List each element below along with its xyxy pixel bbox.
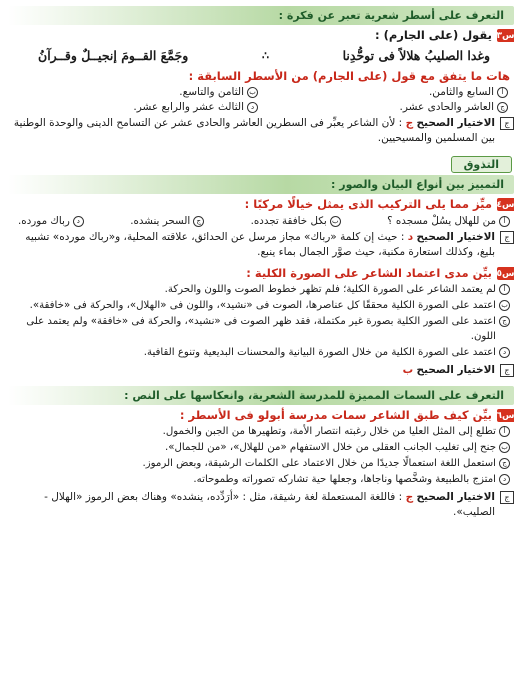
verse-separator: ∴ [261,49,269,62]
answer-block [8,363,514,378]
option-c[interactable] [8,314,510,344]
option-text: السحر ينشده. [130,215,191,227]
option-a[interactable] [258,86,508,98]
answer-label: الاختيار الصحيح [416,231,495,243]
answer-mark: د [407,231,414,243]
question-header [8,197,514,211]
option-text: اعتمد على الصورة الكلية من خلال الصورة البيانية والمحسنات البديعية وتنوع القافية. [143,347,496,358]
section-title-bar [8,386,514,405]
answer-icon: ج [500,491,514,504]
option-text: تطلع إلى المثل العليا من خلال رغبته انتصار الأمة، وتطهيرها من الجبن والخمول. [162,426,496,437]
verse-second-half: وجَمَّعَ القــومَ إنجيــلٌ وقــرآنُ [38,48,189,63]
section-title-bar [8,6,514,25]
answer-mark: ب [402,364,414,376]
answer-block [8,230,514,260]
option-marker: أ [499,216,510,227]
answer-block [8,116,514,146]
question-number-badge: س٦ [496,410,515,421]
answer-icon: ج [500,117,514,130]
option-marker: د [499,474,510,485]
option-marker: أ [499,426,510,437]
question-text: بيِّن مدى اعتماد الشاعر على الصورة الكلية : [246,266,492,280]
option-marker: ب [499,300,510,311]
category-chip-row [8,153,512,173]
question-header [8,408,514,422]
answer-label: الاختيار الصحيح [416,491,495,503]
answer-text: : حيث إن كلمة «رباك» مجاز مرسل عن الحدائق، علاقته المحلية، و«رباك مورده» تشبيه بليغ، وكذلك استعارة مكنية، حيث صوَّر الجمال بماء ينبع. [25,231,495,258]
verse-first-half: وغدا الصليبُ هلالاً فى توحُّدِنا [342,48,490,63]
answer-icon: ج [500,364,514,377]
option-text: بكل خافقة تجدده. [250,215,327,227]
option-a[interactable] [8,282,510,297]
option-c[interactable] [130,215,204,227]
option-text: استعمل اللغة استعمالًا جديدًا من خلال الاعتماد على الكلمات الرشيقة، وبعض الرموز. [142,458,496,469]
option-text: الثالث عشر والرابع عشر. [133,101,244,113]
section-title: التمييز بين أنواع البيان والصور : [331,178,504,191]
option-text: لم يعتمد الشاعر على الصورة الكلية؛ فلم تظهر خطوط الصوت واللون والحركة. [164,284,496,295]
option-marker: أ [499,284,510,295]
answer-block [8,490,514,520]
option-marker: ج [499,458,510,469]
question-header [8,28,514,42]
answer-content [8,230,495,260]
question-prompt: هات ما يتفق مع قول (على الجارم) من الأسطر السابقة : [188,69,510,83]
option-text: العاشر والحادى عشر. [399,101,494,113]
option-text: اعتمد على الصورة الكلية محققًا كل عناصرها، الصوت فى «نشيد»، واللون فى «الهلال»، والحركة فى «خافقة». [29,300,496,311]
option-text: رباك مورده. [18,215,70,227]
section-title-bar [8,175,514,194]
option-d[interactable] [8,345,510,360]
option-text: اعتمد على الصور الكلية بصورة غير مكتملة، فقد ظهر الصوت فى «نشيد»، والحركة فى «خافقة» ولم يعتمد على اللون. [26,316,496,342]
option-marker: د [73,216,84,227]
options-list [8,86,514,113]
answer-content [403,363,495,378]
option-marker: ج [499,316,510,327]
option-marker: أ [497,87,508,98]
option-text: من للهلال يسُلْ مسجده ؟ [387,215,496,227]
option-d[interactable] [8,101,258,113]
answer-mark: ج [405,491,414,503]
answer-content [8,116,495,146]
option-marker: ب [247,87,258,98]
option-text: امتزج بالطبيعة وشخَّصها وناجاها، وجعلها حية تشاركه تصوراته وطموحاته. [193,474,496,485]
poem-verse [8,44,514,67]
section-title: التعرف على السمات المميزة للمدرسة الشعرية، وانعكاسها على النص : [124,389,504,402]
answer-text: : فاللغة المستعملة لغة رشيقة، مثل : «أرَدِّده، ينشده» وهناك بعض الرموز «الهلال - الصليب». [44,491,495,518]
option-marker: ج [497,102,508,113]
option-marker: ب [330,216,341,227]
question-text: يقول (على الجارم) : [374,28,492,42]
option-a[interactable] [387,215,510,227]
options-list [8,424,514,487]
option-marker: د [499,347,510,358]
option-text: السابع والثامن. [428,86,494,98]
category-chip: التذوق [451,156,512,173]
option-d[interactable] [18,215,84,227]
question-text: بيِّن كيف طبق الشاعر سمات مدرسة أبولو فى الأسطر : [179,408,492,422]
option-b[interactable] [8,440,510,455]
option-marker: ج [193,216,204,227]
answer-text: : لأن الشاعر يعبِّر فى السطرين العاشر والحادى عشر عن التسامح الدينى والوحدة الوطنية بين المسلمين والمسيحيين. [13,117,495,144]
answer-label: الاختيار الصحيح [416,117,495,129]
answer-mark: ج [405,117,414,129]
question-header [8,266,514,280]
option-b[interactable] [8,86,258,98]
option-c[interactable] [258,101,508,113]
answer-label: الاختيار الصحيح [416,364,495,376]
option-b[interactable] [8,298,510,313]
option-text: الثامن والتاسع. [179,86,244,98]
answer-content [8,490,495,520]
answer-icon: ج [500,231,514,244]
option-marker: ب [499,442,510,453]
section-title: التعرف على أسطر شعرية تعبر عن فكرة : [278,9,504,22]
option-a[interactable] [8,424,510,439]
option-d[interactable] [8,472,510,487]
question-number-badge: س٣ [496,30,515,41]
question-text: ميِّز مما يلى التركيب الذى يمثل خيالًا مركبًا : [244,197,492,211]
option-b[interactable] [251,215,341,227]
option-text: جنح إلى تغليب الجانب العقلى من خلال الاستفهام «من للهلال»، «من للجمال». [165,442,496,453]
options-list [8,282,514,360]
option-marker: د [247,102,258,113]
option-c[interactable] [8,456,510,471]
question-number-badge: س٥ [496,268,515,279]
question-number-badge: س٤ [496,199,515,210]
options-list [8,213,514,227]
